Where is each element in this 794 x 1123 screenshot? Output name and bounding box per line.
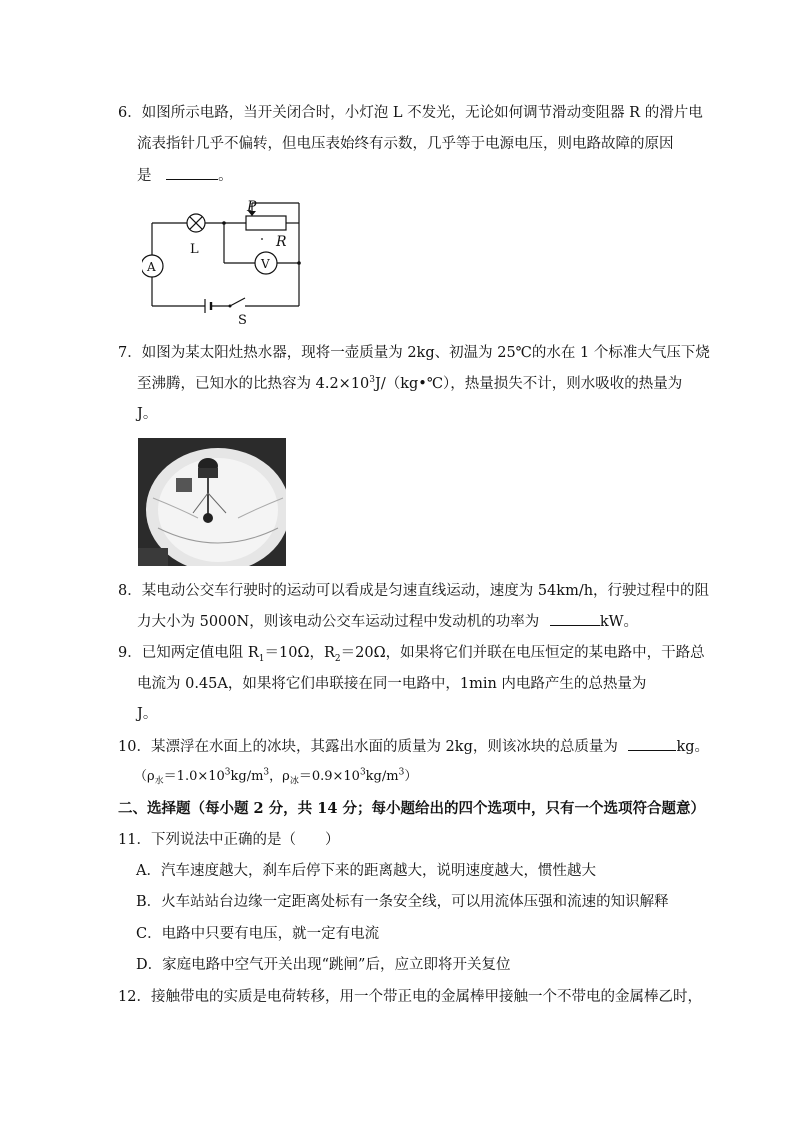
q10-answer-blank: [628, 736, 676, 751]
label-s: S: [238, 313, 247, 326]
q6-line-3: [137, 165, 233, 186]
q12-line-1: 12．接触带电的实质是电荷转移，用一个带正电的金属棒甲接触一个不带电的金属棒乙时，: [118, 989, 702, 1005]
q10-l2-f: kg/m: [365, 769, 399, 784]
q7-line-3: J。: [137, 406, 158, 422]
label-v: V: [261, 257, 270, 271]
label-a: A: [147, 260, 156, 274]
q10-l2-sub2: 冰: [289, 776, 299, 787]
q6-answer-blank: [166, 165, 218, 180]
q8-answer-blank: [550, 611, 600, 626]
solar-cooker-photo: [138, 438, 286, 566]
label-l: L: [190, 242, 199, 257]
q9-sub-1: 1: [258, 653, 265, 664]
circuit-diagram: [142, 196, 312, 326]
q7-line-1: 7．如图为某太阳灶热水器，现将一壶质量为 2kg、初温为 25℃的水在 1 个标准大气压下烧: [118, 345, 710, 361]
q11-option-d: D．家庭电路中空气开关出现“跳闸”后，应立即将开关复位: [136, 957, 511, 973]
q7-line-2: [137, 374, 682, 394]
q9-line-2: 电流为 0.45A，如果将它们串联接在同一电路中，1min 内电路产生的总热量为: [137, 676, 647, 692]
q11-option-b: B．火车站站台边缘一定距离处标有一条安全线，可以用流体压强和流速的知识解释: [136, 894, 669, 910]
q7-line2-b: J/（kg•℃），热量损失不计，则水吸收的热量为: [375, 376, 683, 392]
q10-l2-sup2: 3: [263, 767, 270, 778]
switch-blade: [230, 298, 245, 306]
q10-l2-e: ＝0.9×10: [298, 769, 360, 784]
q6-line-1: 6．如图所示电路，当开关闭合时，小灯泡 L 不发光，无论如何调节滑动变阻器 R 的滑片电: [118, 105, 703, 121]
q9-line-3: J。: [137, 706, 158, 722]
q10-l2-b: ＝1.0×10: [163, 769, 225, 784]
q7-line2-a: 至沸腾，已知水的比热容为 4.2×10: [137, 376, 370, 392]
q10-line1-suffix: kg。: [676, 739, 710, 755]
q9-line1-c: ＝20Ω，如果将它们并联在电压恒定的某电路中，干路总: [340, 645, 705, 661]
q10-l2-sup4: 3: [398, 767, 405, 778]
q10-l2-c: kg/m: [230, 769, 264, 784]
rheostat-symbol: [246, 216, 286, 230]
q11-option-a: A．汽车速度越大，刹车后停下来的距离越大，说明速度越大，惯性越大: [136, 863, 596, 879]
q10-l2-sup1: 3: [224, 767, 231, 778]
q10-line-2: [134, 767, 417, 787]
q9-sub-2: 2: [334, 653, 341, 664]
section-heading: 二、选择题（每小题 2 分，共 14 分；每小题给出的四个选项中，只有一个选项符合题意）: [118, 800, 705, 817]
q6-line-2: 流表指针几乎不偏转，但电压表始终有示数，几乎等于电源电压，则电路故障的原因: [137, 136, 674, 152]
q10-l2-d: ，ρ: [269, 769, 290, 784]
q7-line2-sup: 3: [369, 375, 376, 386]
q8-line2-prefix: 力大小为 5000N，则该电动公交车运动过程中发动机的功率为: [137, 614, 540, 630]
q6-line3-suffix: 。: [218, 168, 233, 184]
q9-line-1: [118, 643, 705, 663]
q9-line1-a: 9．已知两定值电阻 R: [118, 645, 259, 661]
q10-line-1: [118, 736, 709, 757]
q10-l2-a: （ρ: [134, 769, 155, 784]
q11-option-c: C．电路中只要有电压，就一定有电流: [136, 926, 380, 942]
q6-line3-prefix: 是: [137, 168, 152, 184]
label-r: R: [276, 234, 287, 250]
q10-l2-sup3: 3: [359, 767, 366, 778]
q10-l2-g: ）: [404, 769, 418, 784]
label-p: P: [247, 199, 257, 215]
q8-line-1: 8．某电动公交车行驶时的运动可以看成是匀速直线运动，速度为 54km/h，行驶过程中的阻: [118, 583, 710, 599]
q10-l2-sub1: 水: [154, 776, 164, 787]
q8-line2-suffix: kW。: [599, 614, 639, 630]
q9-line1-b: ＝10Ω，R: [264, 645, 335, 661]
q11-stem: 11．下列说法中正确的是（ ）: [118, 832, 340, 848]
q10-line1-prefix: 10．某漂浮在水面上的冰块，其露出水面的质量为 2kg，则该冰块的总质量为: [118, 739, 618, 755]
q8-line-2: [137, 611, 638, 632]
